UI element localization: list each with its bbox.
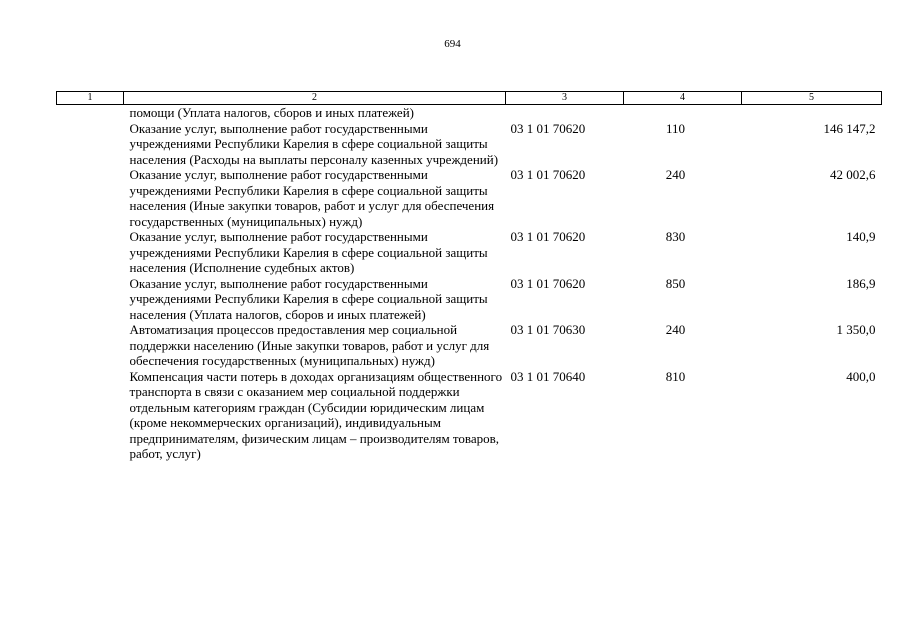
table-row <box>57 121 882 168</box>
table-header <box>57 92 882 105</box>
column-header-4: 4 <box>624 92 742 105</box>
table-row <box>57 369 882 462</box>
row-amount: 146 147,2 <box>823 120 876 136</box>
row-blank-cell <box>57 276 124 323</box>
row-blank-cell <box>57 105 124 121</box>
row-blank-cell <box>57 322 124 369</box>
table-row <box>57 229 882 276</box>
row-blank-cell <box>57 229 124 276</box>
column-header-3: 3 <box>506 92 624 105</box>
table-body <box>57 105 882 462</box>
table-row <box>57 105 882 121</box>
row-type: 850 <box>665 275 686 291</box>
row-name: Компенсация части потерь в доходах организациям общественного транспорта в связи с оказанием мер социальной поддержки отдельным категориям граждан (Субсидии юридическим лицам (кроме некоммерческих организаций), индивидуальным предпринимателям, физическим лицам – производителям товаров, работ, услуг) <box>129 368 503 461</box>
row-amount: 42 002,6 <box>830 167 876 182</box>
table-row <box>57 167 882 229</box>
column-header-2: 2 <box>124 92 506 105</box>
table-row <box>57 322 882 369</box>
row-type: 810 <box>665 368 686 384</box>
row-name: Оказание услуг, выполнение работ государственными учреждениями Республики Карелия в сфере социальной защиты населения (Уплата налогов, сборов и иных платежей) <box>129 275 488 322</box>
row-name: Оказание услуг, выполнение работ государственными учреждениями Республики Карелия в сфере социальной защиты населения (Исполнение судебных актов) <box>129 229 488 275</box>
row-amount: 186,9 <box>846 275 876 291</box>
budget-table <box>56 91 882 462</box>
header-row <box>57 92 882 105</box>
row-name: помощи (Уплата налогов, сборов и иных платежей) <box>129 105 414 120</box>
row-amount <box>742 105 882 121</box>
column-header-1: 1 <box>57 92 124 105</box>
row-type: 240 <box>665 167 686 182</box>
row-type: 830 <box>665 229 686 244</box>
row-code: 03 1 01 70640 <box>510 368 586 384</box>
column-header-5: 5 <box>742 92 882 105</box>
row-amount: 400,0 <box>846 368 876 384</box>
page-number: 694 <box>444 38 461 50</box>
row-amount: 1 350,0 <box>836 322 876 337</box>
row-type <box>624 105 742 121</box>
row-name: Оказание услуг, выполнение работ государственными учреждениями Республики Карелия в сфере социальной защиты населения (Расходы на выплаты персоналу казенных учреждений) <box>129 120 499 167</box>
row-blank-cell <box>57 167 124 229</box>
row-amount: 140,9 <box>846 229 876 244</box>
row-name: Оказание услуг, выполнение работ государственными учреждениями Республики Карелия в сфере социальной защиты населения (Иные закупки товаров, работ и услуг для обеспечения государственных (муниципальных) нужд) <box>129 167 495 229</box>
table-row <box>57 276 882 323</box>
row-code: 03 1 01 70630 <box>510 322 586 337</box>
row-type: 240 <box>665 322 686 337</box>
row-code: 03 1 01 70620 <box>510 120 586 136</box>
row-code: 03 1 01 70620 <box>510 275 586 291</box>
row-code: 03 1 01 70620 <box>510 229 586 244</box>
row-name: Автоматизация процессов предоставления мер социальной поддержки населению (Иные закупки товаров, работ и услуг для обеспечения государственных (муниципальных) нужд) <box>129 322 490 368</box>
row-code <box>506 105 624 121</box>
row-blank-cell <box>57 121 124 168</box>
row-code: 03 1 01 70620 <box>510 167 586 182</box>
row-type: 110 <box>665 120 686 136</box>
row-blank-cell <box>57 369 124 462</box>
